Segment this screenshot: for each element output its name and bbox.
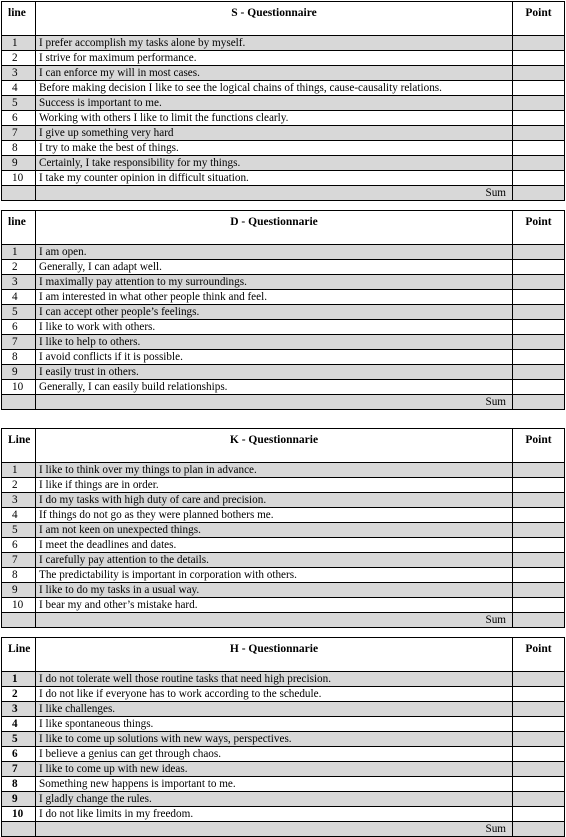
line-number: 6 [2, 747, 36, 762]
point-cell[interactable] [513, 777, 565, 792]
line-number: 3 [2, 493, 36, 508]
line-number: 3 [2, 66, 36, 81]
table-title: K - Questionnarie [36, 429, 513, 463]
statement-text: I give up something very hard [36, 126, 513, 141]
table-row [2, 36, 565, 51]
statement-text: I can accept other people’s feelings. [36, 305, 513, 320]
table-row [2, 335, 565, 350]
d-questionnaire-table [1, 210, 565, 410]
line-number: 10 [2, 598, 36, 613]
point-header: Point [513, 638, 565, 672]
sum-cell[interactable] [513, 395, 565, 410]
table-row [2, 141, 565, 156]
table-row [2, 792, 565, 807]
point-cell[interactable] [513, 260, 565, 275]
table-row [2, 732, 565, 747]
statement-text: I meet the deadlines and dates. [36, 538, 513, 553]
table-row [2, 290, 565, 305]
line-number: 9 [2, 792, 36, 807]
point-header: Point [513, 211, 565, 245]
sum-label: Sum [36, 822, 513, 837]
statement-text: I avoid conflicts if it is possible. [36, 350, 513, 365]
table-row [2, 687, 565, 702]
table-row [2, 260, 565, 275]
line-header: Line [2, 429, 36, 463]
statement-text: I am open. [36, 245, 513, 260]
line-number: 2 [2, 51, 36, 66]
statement-text: I like to do my tasks in a usual way. [36, 583, 513, 598]
sum-row [2, 613, 565, 628]
line-number: 4 [2, 81, 36, 96]
point-cell[interactable] [513, 141, 565, 156]
line-number: 6 [2, 538, 36, 553]
table-row [2, 583, 565, 598]
table-row [2, 493, 565, 508]
point-cell[interactable] [513, 290, 565, 305]
statement-text: I like if things are in order. [36, 478, 513, 493]
line-number: 9 [2, 156, 36, 171]
h-questionnaire-table [1, 637, 565, 837]
statement-text: I easily trust in others. [36, 365, 513, 380]
point-cell[interactable] [513, 463, 565, 478]
sum-row [2, 822, 565, 837]
point-cell[interactable] [513, 350, 565, 365]
line-number: 7 [2, 762, 36, 777]
table-row [2, 717, 565, 732]
line-number: 4 [2, 717, 36, 732]
s-questionnaire-table [1, 1, 565, 201]
statement-text: I carefully pay attention to the details. [36, 553, 513, 568]
statement-text: Generally, I can adapt well. [36, 260, 513, 275]
table-row [2, 320, 565, 335]
point-cell[interactable] [513, 583, 565, 598]
table-title: H - Questionnarie [36, 638, 513, 672]
sum-cell[interactable] [513, 186, 565, 201]
sum-row [2, 186, 565, 201]
statement-text: I am interested in what other people think and feel. [36, 290, 513, 305]
statement-text: I gladly change the rules. [36, 792, 513, 807]
point-cell[interactable] [513, 245, 565, 260]
statement-text: I prefer accomplish my tasks alone by myself. [36, 36, 513, 51]
statement-text: Certainly, I take responsibility for my things. [36, 156, 513, 171]
point-cell[interactable] [513, 96, 565, 111]
point-cell[interactable] [513, 51, 565, 66]
point-cell[interactable] [513, 717, 565, 732]
line-number: 9 [2, 583, 36, 598]
line-number: 5 [2, 96, 36, 111]
table-title: D - Questionnarie [36, 211, 513, 245]
statement-text: I like to work with others. [36, 320, 513, 335]
statement-text: Success is important to me. [36, 96, 513, 111]
table-row [2, 126, 565, 141]
line-number: 8 [2, 350, 36, 365]
point-cell[interactable] [513, 478, 565, 493]
line-number: 7 [2, 335, 36, 350]
table-row [2, 350, 565, 365]
point-cell[interactable] [513, 493, 565, 508]
line-number: 10 [2, 380, 36, 395]
table-row [2, 51, 565, 66]
table-row [2, 478, 565, 493]
statement-text: I take my counter opinion in difficult situation. [36, 171, 513, 186]
statement-text: I can enforce my will in most cases. [36, 66, 513, 81]
line-number: 8 [2, 568, 36, 583]
point-cell[interactable] [513, 568, 565, 583]
table-row [2, 538, 565, 553]
table-row [2, 463, 565, 478]
statement-text: I like challenges. [36, 702, 513, 717]
point-cell[interactable] [513, 171, 565, 186]
table-row [2, 508, 565, 523]
line-number: 5 [2, 523, 36, 538]
line-header: Line [2, 638, 36, 672]
line-number: 1 [2, 463, 36, 478]
table-row [2, 275, 565, 290]
point-cell[interactable] [513, 672, 565, 687]
table-title: S - Questionnaire [36, 2, 513, 36]
line-number: 1 [2, 672, 36, 687]
line-number: 7 [2, 553, 36, 568]
table-row [2, 156, 565, 171]
point-cell[interactable] [513, 792, 565, 807]
line-header: line [2, 211, 36, 245]
table-row [2, 807, 565, 822]
point-cell[interactable] [513, 66, 565, 81]
point-cell[interactable] [513, 702, 565, 717]
table-row [2, 305, 565, 320]
statement-text: I do not like limits in my freedom. [36, 807, 513, 822]
sum-row [2, 395, 565, 410]
point-cell[interactable] [513, 732, 565, 747]
statement-text: I like spontaneous things. [36, 717, 513, 732]
table-row [2, 96, 565, 111]
point-cell[interactable] [513, 126, 565, 141]
sum-spacer [2, 395, 36, 410]
point-cell[interactable] [513, 305, 565, 320]
sum-label: Sum [36, 395, 513, 410]
statement-text: Generally, I can easily build relationships. [36, 380, 513, 395]
table-row [2, 245, 565, 260]
line-number: 7 [2, 126, 36, 141]
line-number: 6 [2, 320, 36, 335]
point-cell[interactable] [513, 762, 565, 777]
statement-text: I strive for maximum performance. [36, 51, 513, 66]
statement-text: I am not keen on unexpected things. [36, 523, 513, 538]
statement-text: I try to make the best of things. [36, 141, 513, 156]
statement-text: I maximally pay attention to my surroundings. [36, 275, 513, 290]
point-cell[interactable] [513, 553, 565, 568]
point-cell[interactable] [513, 598, 565, 613]
point-cell[interactable] [513, 807, 565, 822]
statement-text: Before making decision I like to see the logical chains of things, cause-causality relations. [36, 81, 513, 96]
table-row [2, 762, 565, 777]
point-cell[interactable] [513, 747, 565, 762]
statement-text: I believe a genius can get through chaos. [36, 747, 513, 762]
line-number: 9 [2, 365, 36, 380]
table-row [2, 380, 565, 395]
point-cell[interactable] [513, 111, 565, 126]
line-number: 4 [2, 508, 36, 523]
point-cell[interactable] [513, 523, 565, 538]
line-number: 8 [2, 777, 36, 792]
point-cell[interactable] [513, 156, 565, 171]
line-number: 5 [2, 305, 36, 320]
table-row [2, 747, 565, 762]
table-row [2, 171, 565, 186]
line-number: 8 [2, 141, 36, 156]
table-row [2, 523, 565, 538]
table-row [2, 672, 565, 687]
line-number: 5 [2, 732, 36, 747]
line-number: 2 [2, 478, 36, 493]
sum-spacer [2, 613, 36, 628]
sum-spacer [2, 186, 36, 201]
statement-text: Working with others I like to limit the functions clearly. [36, 111, 513, 126]
line-number: 1 [2, 36, 36, 51]
point-cell[interactable] [513, 81, 565, 96]
point-header: Point [513, 2, 565, 36]
table-row [2, 66, 565, 81]
sum-cell[interactable] [513, 822, 565, 837]
statement-text: I do not like if everyone has to work according to the schedule. [36, 687, 513, 702]
table-row [2, 365, 565, 380]
line-number: 3 [2, 702, 36, 717]
table-row [2, 702, 565, 717]
line-number: 2 [2, 687, 36, 702]
statement-text: I like to think over my things to plan in advance. [36, 463, 513, 478]
line-number: 4 [2, 290, 36, 305]
statement-text: Something new happens is important to me. [36, 777, 513, 792]
point-cell[interactable] [513, 687, 565, 702]
sum-label: Sum [36, 613, 513, 628]
table-row [2, 568, 565, 583]
table-row [2, 81, 565, 96]
statement-text: I like to help to others. [36, 335, 513, 350]
line-number: 6 [2, 111, 36, 126]
table-row [2, 598, 565, 613]
point-cell[interactable] [513, 365, 565, 380]
point-cell[interactable] [513, 508, 565, 523]
sum-cell[interactable] [513, 613, 565, 628]
statement-text: I do my tasks with high duty of care and precision. [36, 493, 513, 508]
point-cell[interactable] [513, 275, 565, 290]
point-cell[interactable] [513, 320, 565, 335]
statement-text: I bear my and other’s mistake hard. [36, 598, 513, 613]
line-number: 1 [2, 245, 36, 260]
table-row [2, 553, 565, 568]
statement-text: If things do not go as they were planned bothers me. [36, 508, 513, 523]
statement-text: I do not tolerate well those routine tasks that need high precision. [36, 672, 513, 687]
point-cell[interactable] [513, 538, 565, 553]
line-header: line [2, 2, 36, 36]
k-questionnaire-table [1, 428, 565, 628]
point-cell[interactable] [513, 36, 565, 51]
statement-text: I like to come up solutions with new ways, perspectives. [36, 732, 513, 747]
line-number: 3 [2, 275, 36, 290]
line-number: 10 [2, 807, 36, 822]
line-number: 10 [2, 171, 36, 186]
statement-text: I like to come up with new ideas. [36, 762, 513, 777]
line-number: 2 [2, 260, 36, 275]
point-header: Point [513, 429, 565, 463]
sum-label: Sum [36, 186, 513, 201]
statement-text: The predictability is important in corporation with others. [36, 568, 513, 583]
table-row [2, 111, 565, 126]
point-cell[interactable] [513, 380, 565, 395]
table-row [2, 777, 565, 792]
sum-spacer [2, 822, 36, 837]
point-cell[interactable] [513, 335, 565, 350]
